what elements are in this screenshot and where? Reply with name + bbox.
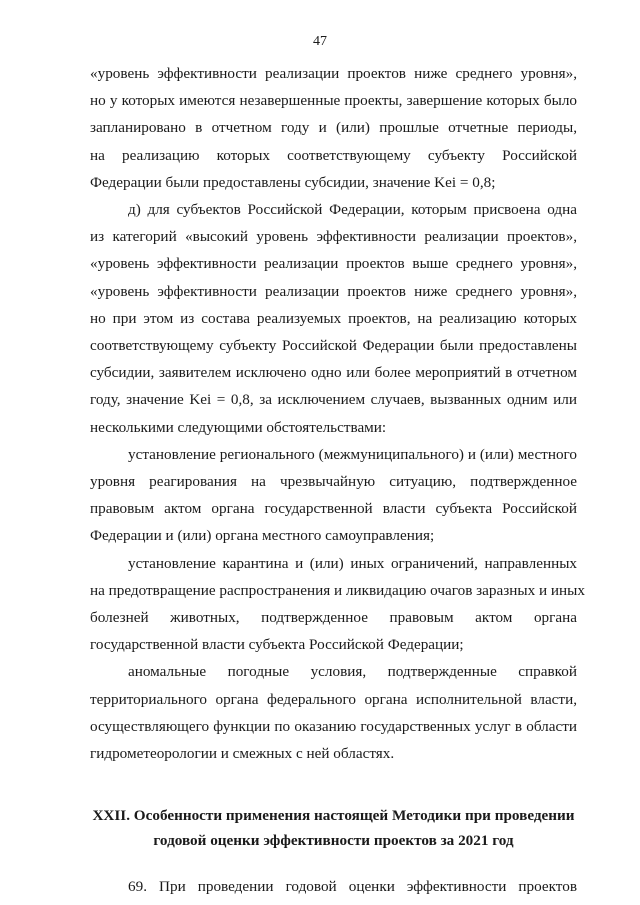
text-line: соответствующему субъекту Российской Федерации были предоставлены (90, 337, 577, 355)
section-heading-line: годовой оценки эффективности проектов за 2021 год (153, 832, 514, 850)
text-line: несколькими следующими обстоятельствами: (90, 418, 387, 436)
paragraph-quarantine (90, 550, 585, 659)
page-number: 47 (313, 34, 327, 49)
text-line: запланировано в отчетном году и (или) прошлые отчетные периоды, (90, 119, 577, 137)
document-body (90, 60, 585, 900)
text-line: но при этом из состава реализуемых проектов, на реализацию которых (90, 309, 577, 327)
text-line: «уровень эффективности реализации проектов ниже среднего уровня», (90, 282, 577, 300)
text-line: установление карантина и (или) иных ограничений, направленных (128, 554, 577, 572)
text-line: государственной власти субъекта Российской Федерации; (90, 636, 464, 654)
text-line: «уровень эффективности реализации проектов ниже среднего уровня», (90, 65, 577, 82)
paragraph-continuation (90, 60, 577, 196)
text-line: году, значение Kei = 0,8, за исключением случаев, вызванных одним или (90, 391, 577, 409)
text-line: «уровень эффективности реализации проектов выше среднего уровня», (90, 255, 577, 273)
text-line: правовым актом органа государственной власти субъекта Российской (90, 500, 577, 518)
text-line: Федерации и (или) органа местного самоуправления; (90, 527, 435, 545)
text-line: болезней животных, подтвержденное правовым актом органа (90, 609, 577, 627)
paragraph-emergency (90, 441, 577, 550)
section-heading (90, 803, 577, 853)
text-line: 69. При проведении годовой оценки эффективности проектов (128, 878, 577, 896)
paragraph-weather (90, 658, 577, 767)
text-line: Федерации были предоставлены субсидии, значение Kei = 0,8; (90, 173, 496, 191)
section-heading-line: XXII. Особенности применения настоящей Методики при проведении (92, 807, 575, 825)
text-line: д) для субъектов Российской Федерации, которым присвоена одна (128, 201, 577, 219)
text-line: но у которых имеются незавершенные проекты, завершение которых было (90, 92, 577, 110)
text-line: уровня реагирования на чрезвычайную ситуацию, подтвержденное (90, 473, 577, 491)
paragraph-item-d (90, 196, 577, 441)
text-line: на реализацию которых соответствующему субъекту Российской (90, 146, 577, 164)
text-line: осуществляющего функции по оказанию государственных услуг в области (90, 717, 577, 735)
text-line: гидрометеорологии и смежных с ней областях. (90, 745, 395, 763)
text-line: аномальные погодные условия, подтвержденные справкой (128, 663, 577, 681)
text-line: территориального органа федерального органа исполнительной власти, (90, 690, 577, 708)
paragraph-69 (90, 873, 577, 900)
text-line: на предотвращение распространения и ликвидацию очагов заразных и иных (90, 581, 585, 599)
text-line: субсидии, заявителем исключено одно или более мероприятий в отчетном (90, 364, 577, 382)
text-line: из категорий «высокий уровень эффективности реализации проектов», (90, 228, 577, 246)
text-line: установление регионального (межмуниципального) и (или) местного (128, 445, 577, 463)
